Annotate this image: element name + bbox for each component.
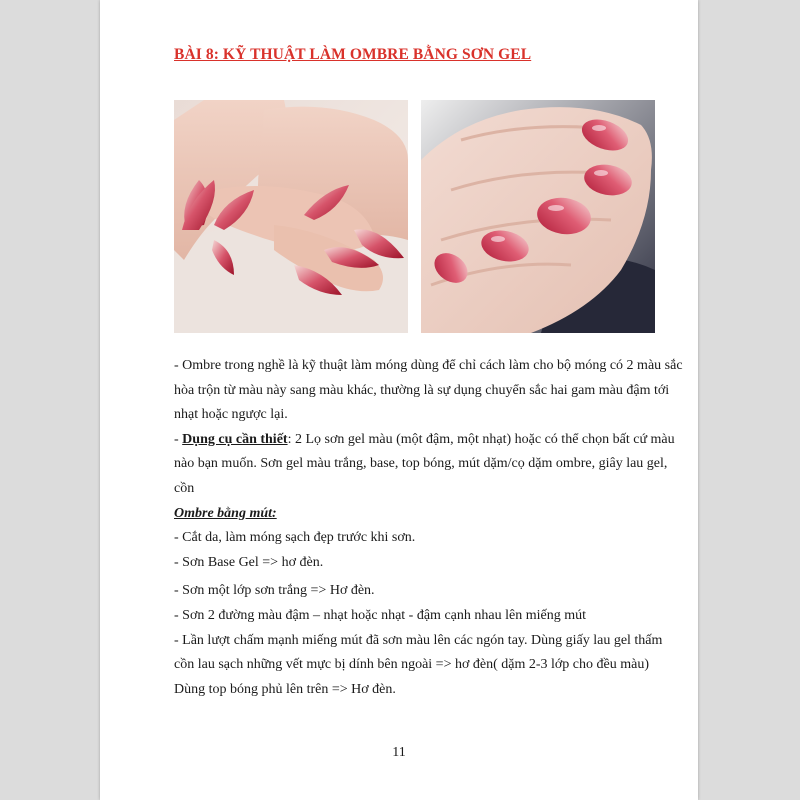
step-4: - Sơn 2 đường màu đậm – nhạt hoặc nhạt - đậm cạnh nhau lên miếng mút [174,607,586,623]
step-5: - Lần lượt chấm mạnh miếng mút đã sơn màu lên các ngón tay. Dùng giấy lau gel thấm cồn lau sạch những vết mực bị dính bên ngoài => hơ đèn( dặm 2-3 lớp cho đều màu) [174,632,663,673]
step-1: - Cắt da, làm móng sạch đẹp trước khi sơn. [174,530,416,546]
tools-paragraph [174,428,686,502]
intro-paragraph: - Ombre trong nghề là kỹ thuật làm móng dùng để chỉ cách làm cho bộ móng có 2 màu sắc hòa trộn từ màu này sang màu khác, thường là sự dụng chuyển sắc hai gam màu đậm tới nhạt hoặc ngược lại. [174,358,683,423]
stiletto-ombre-nails-photo [174,100,408,333]
tools-prefix: - [174,431,183,447]
lesson-body [174,354,686,702]
tools-label: Dụng cụ cần thiết [182,431,288,447]
document-page [100,0,698,800]
step-2: - Sơn Base Gel => hơ đèn. [174,554,324,570]
lesson-title: BÀI 8: KỸ THUẬT LÀM OMBRE BẰNG SƠN GEL [174,46,532,63]
step-3: - Sơn một lớp sơn trắng => Hơ đèn. [174,583,375,599]
round-ombre-nails-photo [421,100,655,333]
sponge-ombre-heading: Ombre bằng mút: [174,505,277,521]
step-6: Dùng top bóng phủ lên trên => Hơ đèn. [174,681,396,697]
tools-text: : 2 Lọ sơn gel màu (một đậm, một nhạt) hoặc có thể chọn bất cứ màu nào bạn muốn. Sơn gel màu trắng, base, top bóng, mút dặm/cọ dặm ombre, giây lau gel, cồn [174,431,675,496]
page-number: 11 [392,745,406,760]
